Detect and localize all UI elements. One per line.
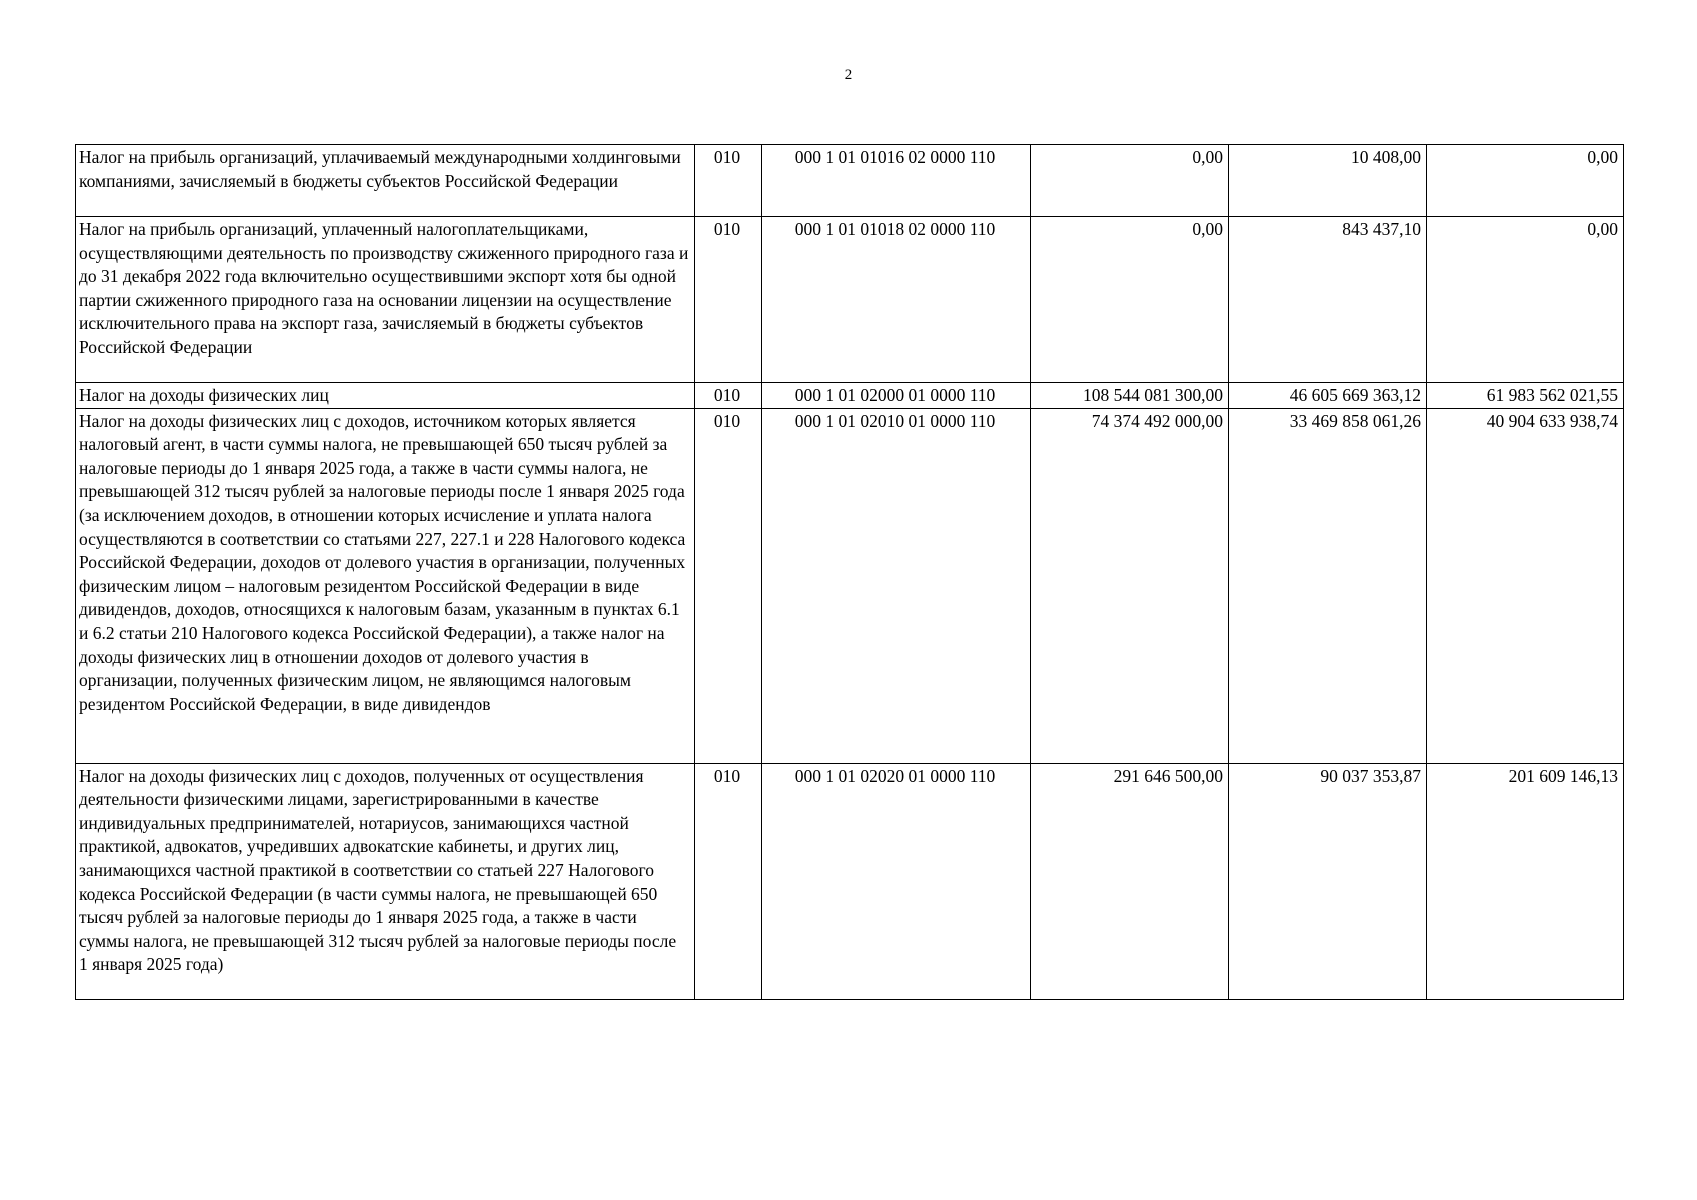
row-approved: 74 374 492 000,00	[1031, 408, 1229, 763]
row-kbk: 000 1 01 02000 01 0000 110	[762, 383, 1031, 409]
row-executed: 33 469 858 061,26	[1229, 408, 1427, 763]
row-executed: 46 605 669 363,12	[1229, 383, 1427, 409]
row-line-code: 010	[695, 217, 762, 383]
row-unexecuted: 0,00	[1427, 145, 1624, 217]
table-row	[76, 145, 1624, 217]
page-number: 2	[844, 67, 853, 83]
table-row	[76, 217, 1624, 383]
row-kbk: 000 1 01 01018 02 0000 110	[762, 217, 1031, 383]
row-unexecuted: 40 904 633 938,74	[1427, 408, 1624, 763]
row-unexecuted: 201 609 146,13	[1427, 763, 1624, 999]
income-table	[75, 144, 1624, 1000]
row-name: Налог на доходы физических лиц	[76, 383, 695, 409]
row-executed: 843 437,10	[1229, 217, 1427, 383]
row-kbk: 000 1 01 02020 01 0000 110	[762, 763, 1031, 999]
row-name: Налог на доходы физических лиц с доходов, источником которых является налоговый агент, в части суммы налога, не превышающей 650 тысяч рублей за налоговые периоды до 1 января 2025 года, а также в части суммы налога, не превышающей 312 тысяч рублей за налоговые периоды после 1 января 2025 года (за исключением доходов, в отношении которых исчисление и уплата налога осуществляются в соответствии со статьями 227, 227.1 и 228 Налогового кодекса Российской Федерации, доходов от долевого участия в организации, полученных физическим лицом – налоговым резидентом Российской Федерации в виде дивидендов, доходов, относящихся к налоговым базам, указанным в пунктах 6.1 и 6.2 статьи 210 Налогового кодекса Российской Федерации), а также налог на доходы физических лиц в отношении доходов от долевого участия в организации, полученных физическим лицом, не являющимся налоговым резидентом Российской Федерации, в виде дивидендов	[76, 408, 695, 763]
table-row	[76, 408, 1624, 763]
row-unexecuted: 61 983 562 021,55	[1427, 383, 1624, 409]
table-row	[76, 763, 1624, 999]
row-name: Налог на прибыль организаций, уплачиваемый международными холдинговыми компаниями, зачисляемый в бюджеты субъектов Российской Федерации	[76, 145, 695, 217]
row-kbk: 000 1 01 02010 01 0000 110	[762, 408, 1031, 763]
row-line-code: 010	[695, 383, 762, 409]
row-name: Налог на прибыль организаций, уплаченный налогоплательщиками, осуществляющими деятельность по производству сжиженного природного газа и до 31 декабря 2022 года включительно осуществившими экспорт хотя бы одной партии сжиженного природного газа на основании лицензии на осуществление исключительного права на экспорт газа, зачисляемый в бюджеты субъектов Российской Федерации	[76, 217, 695, 383]
row-approved: 0,00	[1031, 145, 1229, 217]
row-line-code: 010	[695, 763, 762, 999]
row-kbk: 000 1 01 01016 02 0000 110	[762, 145, 1031, 217]
row-approved: 0,00	[1031, 217, 1229, 383]
row-name: Налог на доходы физических лиц с доходов, полученных от осуществления деятельности физическими лицами, зарегистрированными в качестве индивидуальных предпринимателей, нотариусов, занимающихся частной практикой, адвокатов, учредивших адвокатские кабинеты, и других лиц, занимающихся частной практикой в соответствии со статьей 227 Налогового кодекса Российской Федерации (в части суммы налога, не превышающей 650 тысяч рублей за налоговые периоды до 1 января 2025 года, а также в части суммы налога, не превышающей 312 тысяч рублей за налоговые периоды после 1 января 2025 года)	[76, 763, 695, 999]
row-unexecuted: 0,00	[1427, 217, 1624, 383]
row-approved: 291 646 500,00	[1031, 763, 1229, 999]
row-executed: 10 408,00	[1229, 145, 1427, 217]
row-approved: 108 544 081 300,00	[1031, 383, 1229, 409]
table-row	[76, 383, 1624, 409]
row-line-code: 010	[695, 145, 762, 217]
row-line-code: 010	[695, 408, 762, 763]
row-executed: 90 037 353,87	[1229, 763, 1427, 999]
